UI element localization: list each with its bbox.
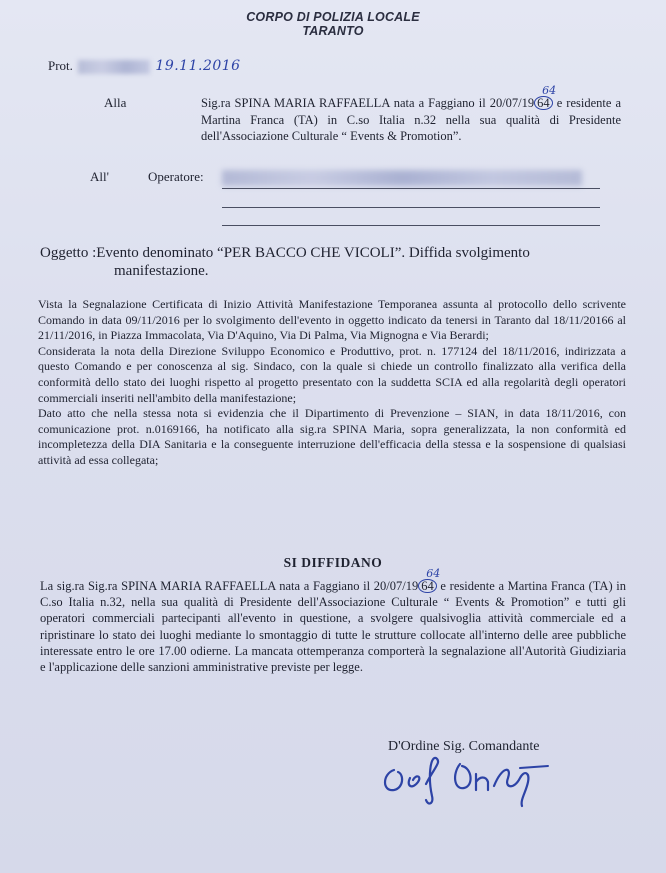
premises-body xyxy=(38,297,626,469)
signature-label: D'Ordine Sig. Comandante xyxy=(388,739,540,754)
circled-year: 64 xyxy=(534,96,553,110)
correction-note-2: 64 xyxy=(426,567,441,580)
letterhead-corps: CORPO DI POLIZIA LOCALE xyxy=(246,10,420,24)
recipient-label: Alla xyxy=(104,95,127,110)
subject-line-1: Evento denominato “PER BACCO CHE VICOLI”. Diffida svolgimento xyxy=(96,245,530,261)
diffida-paragraph xyxy=(40,567,627,675)
handwritten-year-correction-2 xyxy=(418,567,441,594)
letterhead-city: TARANTO xyxy=(302,24,364,38)
diffida-heading: SI DIFFIDANO xyxy=(283,555,383,570)
recipient-text-a: Sig.ra SPINA MARIA RAFFAELLA nata a Faggiano il 20/07/19 xyxy=(201,96,535,110)
premise-paragraph-3: Dato atto che nella stessa nota si evidenzia che il Dipartimento di Prevenzione – SIAN, in data 18/11/2016, con comunicazione prot. n.0169166, ha notificato alla sig.ra SPINA Maria, sopra generalizzata, la non conformità ed incompletezza della DIA Sanitaria e la conseguente interruzione dell'efficacia della stessa e la sospensione di qualsiasi attività ad essa collegata; xyxy=(38,406,626,467)
operators-label: All' xyxy=(90,169,109,184)
operator-label: Operatore: xyxy=(148,169,204,184)
subject-line-2: manifestazione. xyxy=(114,263,209,279)
diffida-text-b: e residente a Martina Franca (TA) in C.so Italia n.32, nella sua qualità di Presidente dell'Associazione Culturale “ Events & Promotion” e tutti gli operatori commerciali partecipanti all'evento in questione, a svolgere qualsivoglia attività commerciale ed a ripristinare lo stato dei luoghi mediante lo smontaggio di tutte le strutture collocate all'interno delle aree pubbliche interessate entro le ore 17.00 odierne. La mancata ottemperanza comporterà la segnalazione all'Autorità Giudiziaria e l'applicazione delle sanzioni amministrative previste per legge. xyxy=(40,579,627,675)
handwritten-year-correction xyxy=(534,84,557,112)
premise-paragraph-2: Considerata la nota della Direzione Sviluppo Economico e Produttivo, prot. n. 177124 del 18/11/2016, indirizzata a questo Comando e per conoscenza al sig. Sindaco, con la quale si chiede un controllo finalizzato alla verifica della conformità dello stato dei luoghi rispetto al progetto presentato con la suddetta SCIA ed alla regolarità degli operatori commerciali inseriti nell'ambito della manifestazione; xyxy=(38,343,626,405)
operator-line-1 xyxy=(222,188,600,189)
handwritten-signature xyxy=(380,748,560,810)
operator-line-2 xyxy=(222,207,600,208)
operator-line-3 xyxy=(222,225,600,226)
circled-year-2: 64 xyxy=(418,579,437,593)
redacted-operator-name xyxy=(222,170,582,186)
subject-block xyxy=(40,244,620,280)
correction-note: 64 xyxy=(542,84,557,97)
protocol-date-handwritten: 19.11.2016 xyxy=(155,58,241,74)
letterhead xyxy=(0,10,666,38)
protocol-line xyxy=(48,58,241,74)
diffida-body xyxy=(40,567,627,675)
subject-label: Oggetto : xyxy=(40,245,97,261)
diffida-text-a: La sig.ra Sig.ra SPINA MARIA RAFFAELLA nata a Faggiano il 20/07/19 xyxy=(40,579,419,593)
recipient-address xyxy=(201,84,622,145)
redacted-protocol-number xyxy=(78,60,150,74)
premise-paragraph-1: Vista la Segnalazione Certificata di Inizio Attività Manifestazione Temporanea assunta al protocollo dello scrivente Comando in data 09/11/2016 per lo svolgimento dell'evento in oggetto indicato da tenersi in Taranto dal 18/11/20166 al 21/11/2016, in Piazza Immacolata, Via D'Aquino, Via Di Palma, Via Mignogna e Via Berardi; xyxy=(38,297,626,343)
protocol-label: Prot. xyxy=(48,58,73,73)
recipient-text-b: e residente a Martina Franca (TA) in C.so Italia n.32 nella sua qualità di Presidente dell'Associazione Culturale “ Events & Promotion”. xyxy=(201,96,622,143)
